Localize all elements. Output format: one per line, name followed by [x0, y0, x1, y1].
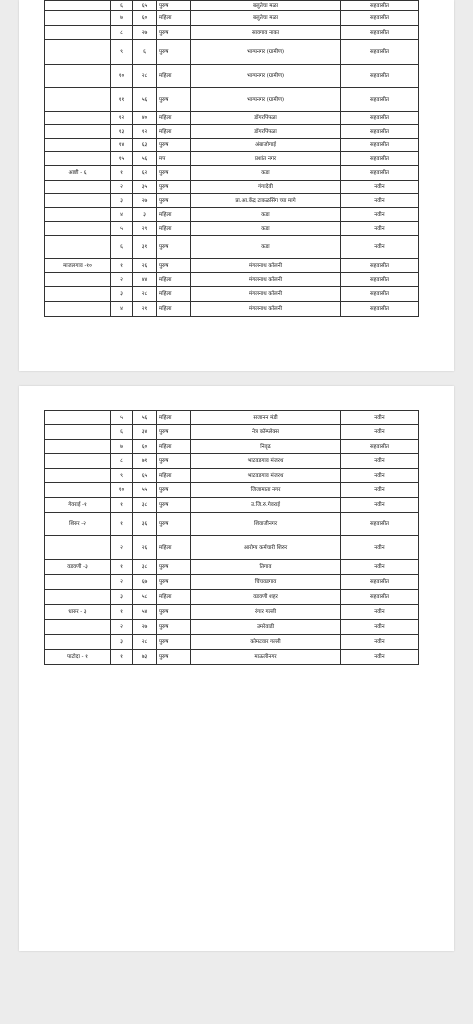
status-cell: नवीन	[341, 469, 419, 483]
status-cell: सहवासीत	[341, 40, 419, 65]
address-cell: डोंगरपिंपळा	[191, 125, 341, 139]
taluka-cell	[45, 273, 111, 287]
serial-number-cell: १	[111, 513, 133, 536]
age-cell: १२	[133, 125, 157, 139]
age-cell: ४०	[133, 112, 157, 125]
gender-cell: पुरुष	[157, 139, 191, 152]
serial-number-cell: ६	[111, 1, 133, 11]
serial-number-cell: १४	[111, 139, 133, 152]
gender-cell: महिला	[157, 65, 191, 88]
taluka-cell	[45, 454, 111, 469]
gender-cell: पुरुष	[157, 166, 191, 181]
serial-number-cell: ४	[111, 208, 133, 222]
gender-cell: पुरुष	[157, 620, 191, 635]
serial-number-cell: ८	[111, 454, 133, 469]
age-cell: ७१	[133, 454, 157, 469]
status-cell: सहवासीत	[341, 259, 419, 273]
address-cell: कडा	[191, 236, 341, 259]
serial-number-cell: ५	[111, 411, 133, 425]
gender-cell: महिला	[157, 302, 191, 317]
status-cell: सहवासीत	[341, 590, 419, 605]
taluka-cell	[45, 483, 111, 498]
address-cell: वडवणी शहर	[191, 590, 341, 605]
serial-number-cell: ५	[111, 222, 133, 236]
table-row	[45, 181, 419, 194]
status-cell: नवीन	[341, 635, 419, 650]
age-cell: ५६	[133, 88, 157, 112]
address-cell: कडा	[191, 222, 341, 236]
table-row	[45, 259, 419, 273]
taluka-cell	[45, 236, 111, 259]
table-row	[45, 273, 419, 287]
gender-cell: पुरुष	[157, 88, 191, 112]
table-row	[45, 11, 419, 26]
address-cell: मंगलनाथ कॉलनी	[191, 287, 341, 302]
taluka-cell	[45, 26, 111, 40]
address-cell: डोंगरपिंपळा	[191, 112, 341, 125]
table-row	[45, 40, 419, 65]
address-cell: प्रशांत नगर	[191, 152, 341, 166]
serial-number-cell: १५	[111, 152, 133, 166]
taluka-cell	[45, 620, 111, 635]
age-cell: ५४	[133, 605, 157, 620]
serial-number-cell: ८	[111, 26, 133, 40]
age-cell: ६५	[133, 469, 157, 483]
status-cell: सहवासीत	[341, 166, 419, 181]
age-cell: ५५	[133, 483, 157, 498]
taluka-cell	[45, 112, 111, 125]
serial-number-cell: ९	[111, 40, 133, 65]
status-cell: नवीन	[341, 194, 419, 208]
taluka-cell	[45, 411, 111, 425]
status-cell: सहवासीत	[341, 65, 419, 88]
serial-number-cell: ४	[111, 302, 133, 317]
age-cell: ३४	[133, 425, 157, 440]
age-cell: ३१	[133, 236, 157, 259]
serial-number-cell: ६	[111, 236, 133, 259]
serial-number-cell: २	[111, 181, 133, 194]
table-row	[45, 440, 419, 454]
gender-cell: पुरुष	[157, 650, 191, 665]
age-cell: ६२	[133, 166, 157, 181]
gender-cell: महिला	[157, 590, 191, 605]
address-cell: आरोग्य कर्मचारी शिरुर	[191, 536, 341, 560]
taluka-cell	[45, 635, 111, 650]
table-row	[45, 454, 419, 469]
address-cell: कोमटवार गल्ली	[191, 635, 341, 650]
serial-number-cell: १	[111, 605, 133, 620]
age-cell: २७	[133, 26, 157, 40]
gender-cell: महिला	[157, 440, 191, 454]
taluka-cell: पाटोदा - १	[45, 650, 111, 665]
taluka-cell	[45, 440, 111, 454]
serial-number-cell: १०	[111, 65, 133, 88]
taluka-cell: शिरुर -२	[45, 513, 111, 536]
address-cell: बलुतेचा मळा	[191, 11, 341, 26]
serial-number-cell: ७	[111, 440, 133, 454]
serial-number-cell: २	[111, 575, 133, 590]
table-row	[45, 26, 419, 40]
gender-cell: पुरुष	[157, 40, 191, 65]
address-cell: उ.जि.रु.गेवराई	[191, 498, 341, 513]
status-cell: नवीन	[341, 620, 419, 635]
age-cell: ३	[133, 208, 157, 222]
gender-cell: पुरुष	[157, 1, 191, 11]
address-cell: सजानन मंडी	[191, 411, 341, 425]
gender-cell: महिला	[157, 273, 191, 287]
table-row	[45, 166, 419, 181]
age-cell: ६०	[133, 11, 157, 26]
taluka-cell	[45, 536, 111, 560]
gender-cell: महिला	[157, 536, 191, 560]
status-cell: सहवासीत	[341, 273, 419, 287]
gender-cell: महिला	[157, 287, 191, 302]
table-row	[45, 483, 419, 498]
status-cell: नवीन	[341, 454, 419, 469]
status-cell: सहवासीत	[341, 88, 419, 112]
status-cell: सहवासीत	[341, 139, 419, 152]
taluka-cell	[45, 139, 111, 152]
address-cell: कडा	[191, 166, 341, 181]
table-row	[45, 65, 419, 88]
table-row	[45, 469, 419, 483]
address-cell: रंगार गल्ली	[191, 605, 341, 620]
age-cell: ६०	[133, 440, 157, 454]
table-row	[45, 536, 419, 560]
taluka-cell: वडवणी -३	[45, 560, 111, 575]
gender-cell: महिला	[157, 112, 191, 125]
taluka-cell	[45, 287, 111, 302]
taluka-cell	[45, 194, 111, 208]
taluka-cell	[45, 125, 111, 139]
gender-cell: महिला	[157, 411, 191, 425]
serial-number-cell: १	[111, 560, 133, 575]
taluka-cell	[45, 181, 111, 194]
address-cell: भाग्यनगर (ग्रामीण)	[191, 65, 341, 88]
taluka-cell: आष्टी - ६	[45, 166, 111, 181]
taluka-cell	[45, 152, 111, 166]
table-row	[45, 208, 419, 222]
table-row	[45, 605, 419, 620]
table-row	[45, 194, 419, 208]
status-cell: सहवासीत	[341, 513, 419, 536]
address-cell: उमरेवाडी	[191, 620, 341, 635]
status-cell: सहवासीत	[341, 440, 419, 454]
age-cell: ४४	[133, 273, 157, 287]
address-cell: जिजामाता नगर	[191, 483, 341, 498]
serial-number-cell: १	[111, 498, 133, 513]
taluka-cell: गेवराई -१	[45, 498, 111, 513]
gender-cell: पुरुष	[157, 575, 191, 590]
table-row	[45, 1, 419, 11]
address-cell: प्रा.आ.केंद्र टाकळसिंग च्या मागे	[191, 194, 341, 208]
serial-number-cell: २	[111, 536, 133, 560]
status-cell: नवीन	[341, 236, 419, 259]
status-cell: सहवासीत	[341, 11, 419, 26]
taluka-cell	[45, 425, 111, 440]
serial-number-cell: २	[111, 273, 133, 287]
address-cell: मंगलनाथ कॉलनी	[191, 273, 341, 287]
address-cell: भाटवडगाव मंजरथ	[191, 454, 341, 469]
age-cell: २६	[133, 259, 157, 273]
address-cell: मंगलनाथ कॉलनी	[191, 302, 341, 317]
age-cell: २९	[133, 222, 157, 236]
table-row	[45, 590, 419, 605]
gender-cell: पुरुष	[157, 498, 191, 513]
serial-number-cell: २	[111, 620, 133, 635]
gender-cell: महिला	[157, 125, 191, 139]
status-cell: सहवासीत	[341, 575, 419, 590]
address-cell: भाग्यनगर (ग्रामीण)	[191, 40, 341, 65]
address-cell: शिवाजीनगर	[191, 513, 341, 536]
status-cell: नवीन	[341, 536, 419, 560]
status-cell: सहवासीत	[341, 152, 419, 166]
serial-number-cell: १३	[111, 125, 133, 139]
taluka-cell	[45, 65, 111, 88]
gender-cell: पुरुष	[157, 259, 191, 273]
gender-cell: मप	[157, 152, 191, 166]
table-row	[45, 222, 419, 236]
serial-number-cell: १२	[111, 112, 133, 125]
taluka-cell: माजलगाव -१०	[45, 259, 111, 273]
serial-number-cell: ३	[111, 287, 133, 302]
document-page-2	[19, 386, 454, 951]
serial-number-cell: १	[111, 259, 133, 273]
table-row	[45, 635, 419, 650]
status-cell: नवीन	[341, 425, 419, 440]
patient-table-page-1	[44, 0, 419, 317]
taluka-cell: धारुर - ३	[45, 605, 111, 620]
gender-cell: पुरुष	[157, 635, 191, 650]
taluka-cell	[45, 208, 111, 222]
table-row	[45, 302, 419, 317]
status-cell: नवीन	[341, 411, 419, 425]
address-cell: कडा	[191, 208, 341, 222]
taluka-cell	[45, 575, 111, 590]
gender-cell: पुरुष	[157, 483, 191, 498]
status-cell: नवीन	[341, 605, 419, 620]
status-cell: नवीन	[341, 560, 419, 575]
table-row	[45, 411, 419, 425]
address-cell: सावगाव नाका	[191, 26, 341, 40]
status-cell: नवीन	[341, 650, 419, 665]
age-cell: २७	[133, 620, 157, 635]
address-cell: तिगाव	[191, 560, 341, 575]
address-cell: भाटवडगाव मंजरथ	[191, 469, 341, 483]
age-cell: ६३	[133, 139, 157, 152]
table-row	[45, 125, 419, 139]
gender-cell: पुरुष	[157, 26, 191, 40]
table-row	[45, 620, 419, 635]
table-row	[45, 560, 419, 575]
serial-number-cell: ९	[111, 469, 133, 483]
address-cell: अंबाजोगाई	[191, 139, 341, 152]
serial-number-cell: ३	[111, 635, 133, 650]
age-cell: २७	[133, 194, 157, 208]
age-cell: ३८	[133, 560, 157, 575]
status-cell: सहवासीत	[341, 26, 419, 40]
gender-cell: पुरुष	[157, 513, 191, 536]
status-cell: नवीन	[341, 498, 419, 513]
document-page-1	[19, 0, 454, 371]
age-cell: २८	[133, 635, 157, 650]
table-row	[45, 498, 419, 513]
address-cell: माऊलीनगर	[191, 650, 341, 665]
age-cell: ३८	[133, 498, 157, 513]
gender-cell: पुरुष	[157, 425, 191, 440]
status-cell: सहवासीत	[341, 125, 419, 139]
serial-number-cell: १०	[111, 483, 133, 498]
taluka-cell	[45, 40, 111, 65]
status-cell: सहवासीत	[341, 112, 419, 125]
table-row	[45, 287, 419, 302]
age-cell: ५६	[133, 152, 157, 166]
address-cell: भाग्यनगर (ग्रामीण)	[191, 88, 341, 112]
address-cell: नेत्र कॉम्प्लेक्स	[191, 425, 341, 440]
gender-cell: पुरुष	[157, 236, 191, 259]
age-cell: ३६	[133, 513, 157, 536]
gender-cell: पुरुष	[157, 194, 191, 208]
status-cell: नवीन	[341, 208, 419, 222]
age-cell: ६	[133, 40, 157, 65]
taluka-cell	[45, 88, 111, 112]
gender-cell: पुरुष	[157, 181, 191, 194]
address-cell: गंगादेवी	[191, 181, 341, 194]
taluka-cell	[45, 590, 111, 605]
age-cell: ७३	[133, 650, 157, 665]
age-cell: ६७	[133, 575, 157, 590]
gender-cell: पुरुष	[157, 560, 191, 575]
serial-number-cell: ७	[111, 11, 133, 26]
gender-cell: महिला	[157, 11, 191, 26]
table-row	[45, 236, 419, 259]
address-cell: मंगलनाथ कॉलनी	[191, 259, 341, 273]
gender-cell: महिला	[157, 222, 191, 236]
address-cell: बलुतेचा मळा	[191, 1, 341, 11]
status-cell: नवीन	[341, 181, 419, 194]
status-cell: सहवासीत	[341, 1, 419, 11]
serial-number-cell: १	[111, 166, 133, 181]
serial-number-cell: ११	[111, 88, 133, 112]
status-cell: नवीन	[341, 483, 419, 498]
taluka-cell	[45, 222, 111, 236]
taluka-cell	[45, 11, 111, 26]
serial-number-cell: ३	[111, 194, 133, 208]
age-cell: २६	[133, 536, 157, 560]
status-cell: नवीन	[341, 222, 419, 236]
table-row	[45, 112, 419, 125]
gender-cell: पुरुष	[157, 605, 191, 620]
age-cell: ३५	[133, 181, 157, 194]
taluka-cell	[45, 469, 111, 483]
serial-number-cell: ६	[111, 425, 133, 440]
table-row	[45, 650, 419, 665]
age-cell: ६५	[133, 1, 157, 11]
age-cell: २८	[133, 65, 157, 88]
table-row	[45, 513, 419, 536]
table-row	[45, 88, 419, 112]
address-cell: निवृढ	[191, 440, 341, 454]
address-cell: चिंचवडगाव	[191, 575, 341, 590]
table-row	[45, 425, 419, 440]
table-row	[45, 575, 419, 590]
gender-cell: महिला	[157, 208, 191, 222]
patient-table-page-2	[44, 410, 419, 665]
age-cell: २१	[133, 302, 157, 317]
age-cell: २८	[133, 287, 157, 302]
status-cell: सहवासीत	[341, 302, 419, 317]
serial-number-cell: ३	[111, 590, 133, 605]
taluka-cell	[45, 302, 111, 317]
gender-cell: पुरुष	[157, 454, 191, 469]
taluka-cell	[45, 1, 111, 11]
status-cell: सहवासीत	[341, 287, 419, 302]
table-row	[45, 139, 419, 152]
age-cell: ५८	[133, 590, 157, 605]
serial-number-cell: १	[111, 650, 133, 665]
gender-cell: महिला	[157, 469, 191, 483]
table-row	[45, 152, 419, 166]
age-cell: ५६	[133, 411, 157, 425]
